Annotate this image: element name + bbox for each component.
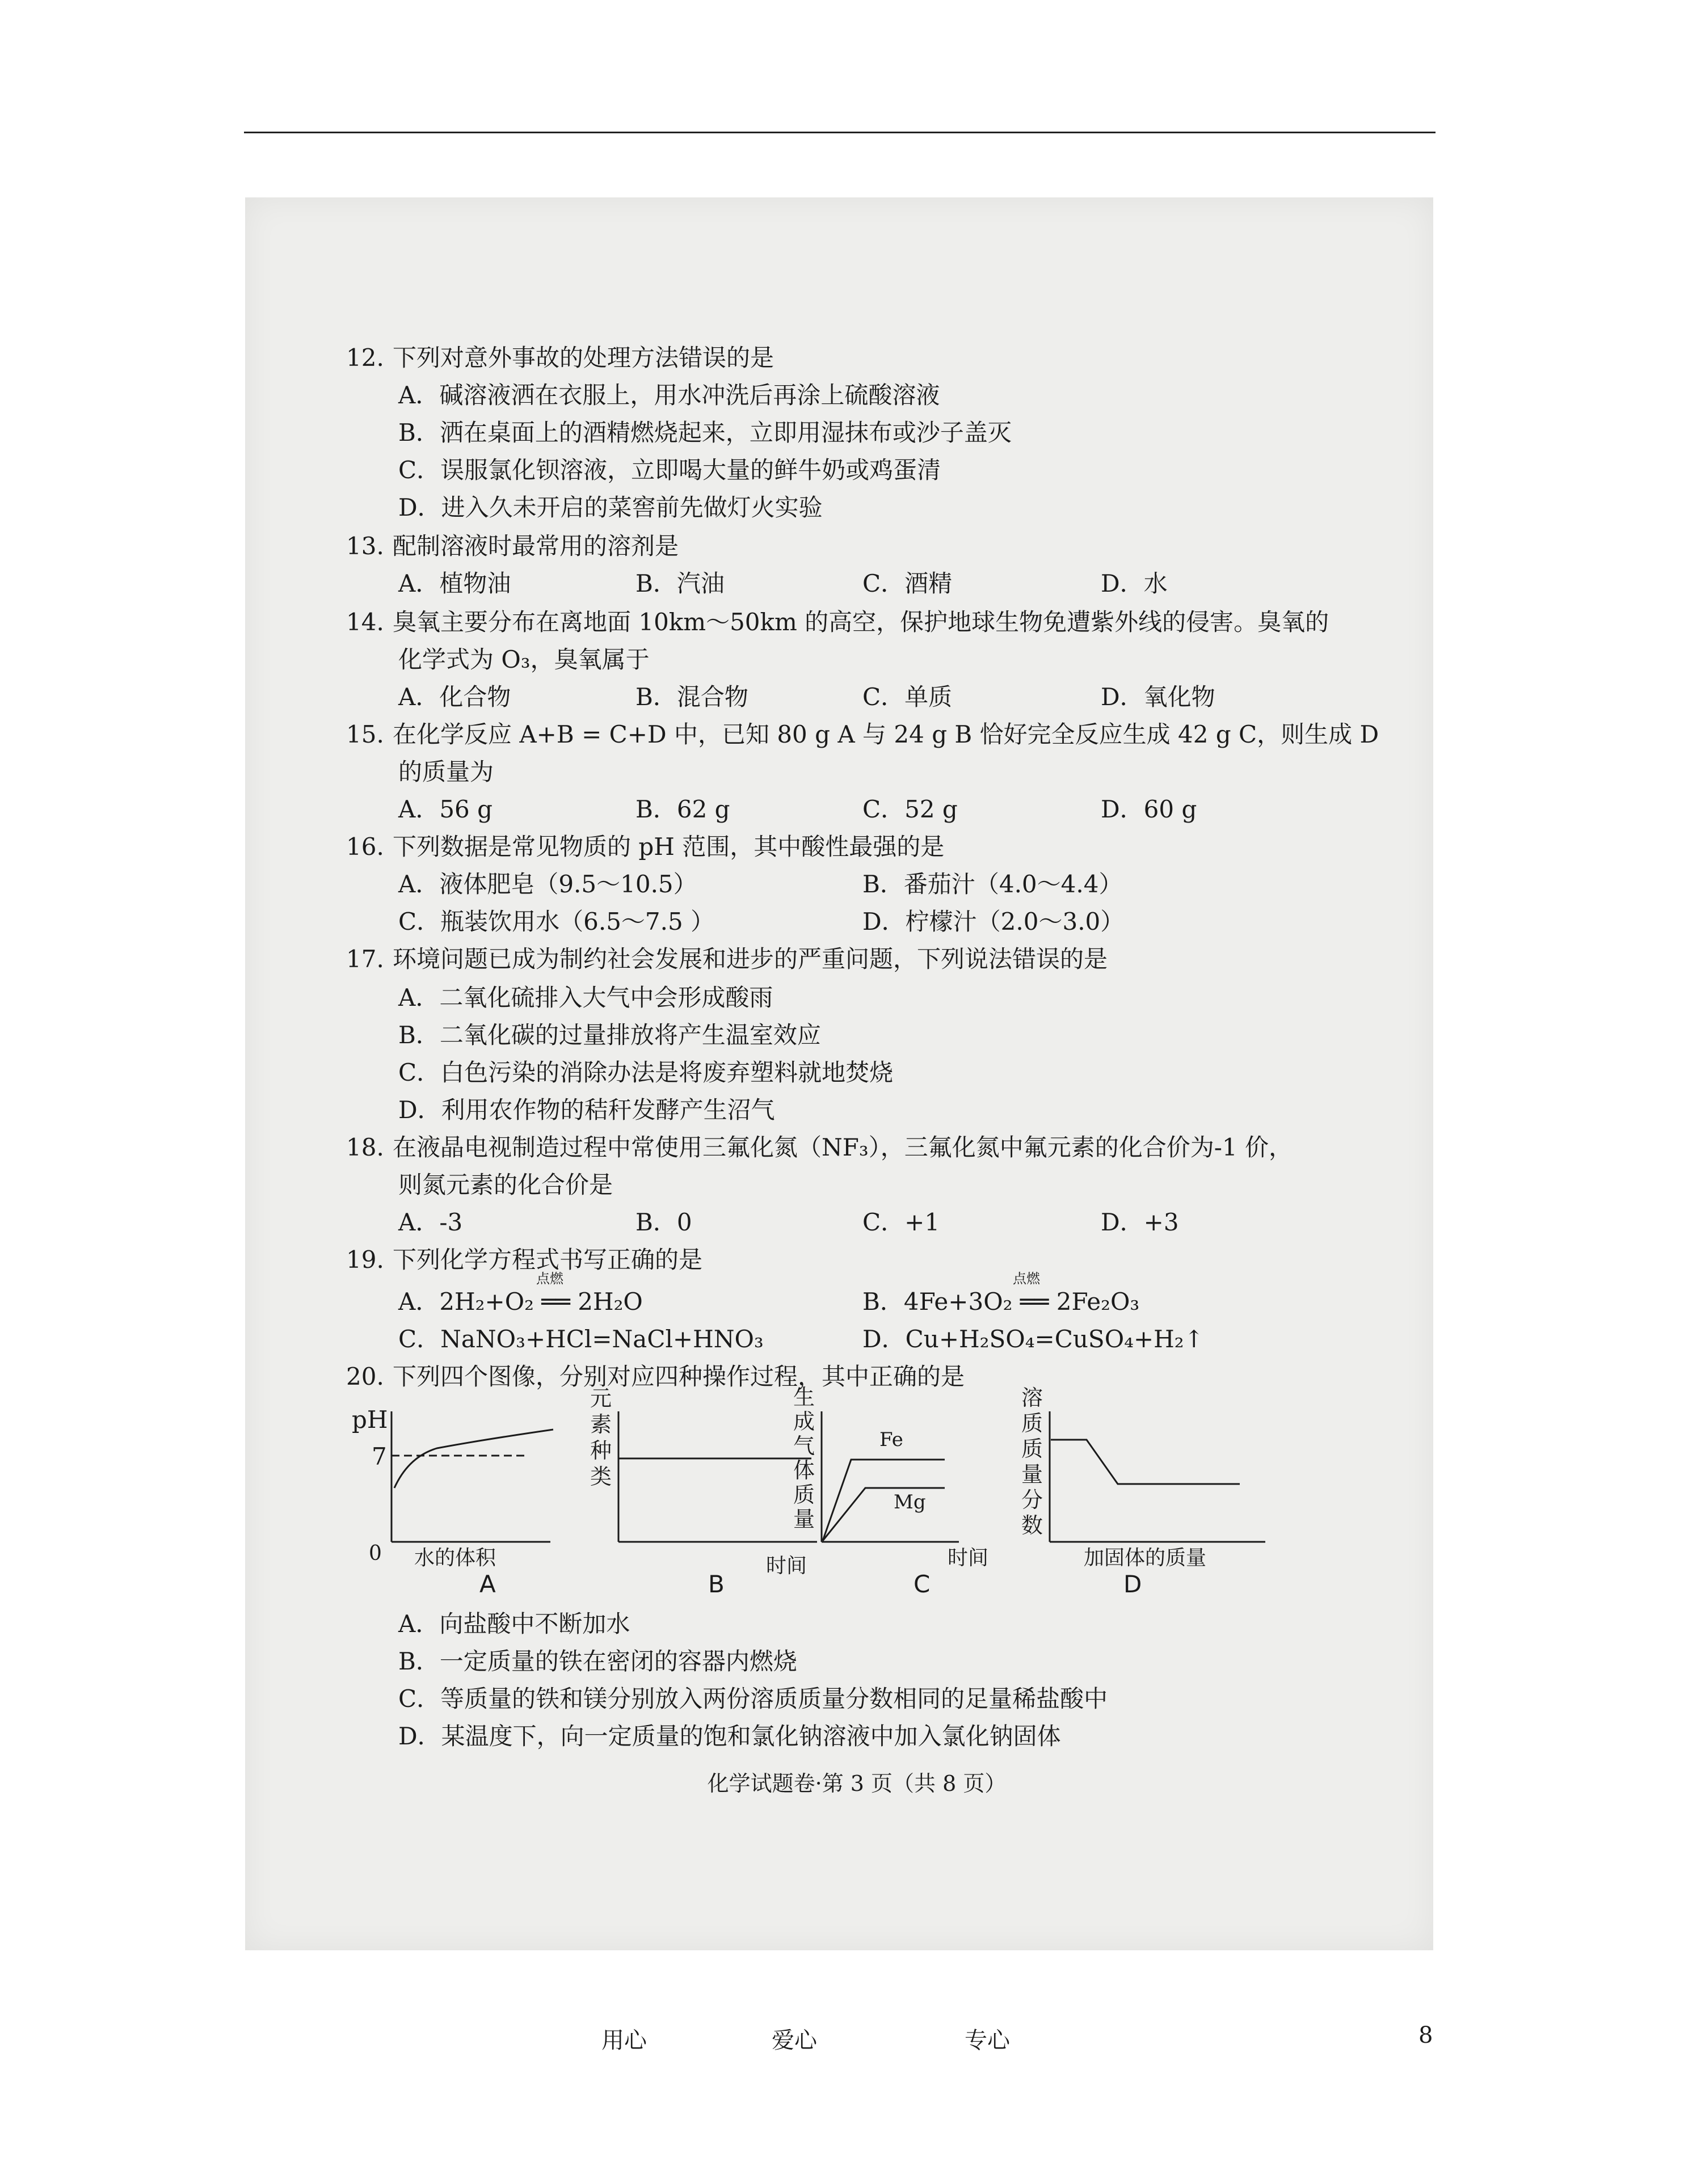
question-13 (346, 528, 679, 562)
option: D．氧化物 (1101, 683, 1215, 711)
question-stem-continued: 化学式为 O₃，臭氧属于 (398, 646, 650, 673)
question-15 (346, 716, 1379, 750)
option: C．单质 (862, 683, 953, 711)
motto-2: 爱心 (772, 2027, 817, 2054)
option: D．水 (1101, 570, 1168, 597)
option: B．洒在桌面上的酒精燃烧起来，立即用湿抹布或沙子盖灭 (398, 419, 1012, 446)
question-stem: 臭氧主要分布在离地面 10km～50km 的高空，保护地球生物免遭紫外线的侵害。臭氧的 (393, 608, 1329, 636)
option: D．某温度下，向一定质量的饱和氯化钠溶液中加入氯化钠固体 (398, 1722, 1061, 1750)
question-20 (346, 1358, 965, 1392)
graph-c-y-label: 生成气体质量 (793, 1385, 815, 1532)
question-number: 20. (346, 1363, 384, 1390)
question-number: 18. (346, 1133, 384, 1161)
question-stem: 配制溶液时最常用的溶剂是 (393, 532, 679, 560)
graph-d-line (1051, 1440, 1240, 1484)
question-18 (346, 1129, 1293, 1163)
question-14 (346, 604, 1329, 638)
option: B．一定质量的铁在密闭的容器内燃烧 (398, 1647, 797, 1675)
option: D．柠檬汁（2.0～3.0） (862, 908, 1125, 935)
option: B．0 (635, 1208, 692, 1236)
graph-c-x-label: 时间 (948, 1546, 989, 1570)
question-number: 15. (346, 720, 384, 748)
question-number: 14. (346, 608, 384, 636)
question-16 (346, 828, 944, 862)
graph-d-label: D (1123, 1570, 1142, 1598)
page-number: 8 (1418, 2022, 1433, 2048)
question-12 (346, 339, 774, 373)
option: D．Cu+H₂SO₄=CuSO₄+H₂↑ (862, 1325, 1204, 1353)
option: B．4Fe+3O₂ ══ 2Fe₂O₃ (862, 1288, 1140, 1316)
question-stem: 在化学反应 A+B = C+D 中，已知 80 g A 与 24 g B 恰好完全反应生成 42 g C，则生成 D (393, 720, 1379, 748)
graphs-row (346, 1385, 1367, 1598)
graph-a-x-label: 水的体积 (414, 1546, 496, 1570)
graph-b-x-label: 时间 (766, 1554, 807, 1578)
motto-1: 用心 (601, 2027, 647, 2054)
option: A．二氧化硫排入大气中会形成酸雨 (398, 984, 773, 1011)
option: B．番茄汁（4.0～4.4） (862, 870, 1123, 898)
option: D．进入久未开启的菜窖前先做灯火实验 (398, 494, 823, 521)
question-number: 19. (346, 1246, 384, 1274)
graph-d-y-label: 溶质质量分数 (1021, 1385, 1043, 1538)
question-number: 12. (346, 344, 384, 372)
option: D．+3 (1101, 1208, 1179, 1236)
option: B．混合物 (635, 683, 748, 711)
graph-c-label: C (914, 1570, 931, 1598)
option: C．NaNO₃+HCl=NaCl+HNO₃ (398, 1325, 764, 1353)
graph-c-series-mg: Mg (894, 1491, 926, 1513)
motto-3: 专心 (965, 2027, 1010, 2054)
question-stem-continued: 的质量为 (398, 758, 494, 786)
question-stem: 下列数据是常见物质的 pH 范围，其中酸性最强的是 (393, 833, 945, 861)
question-stem: 在液晶电视制造过程中常使用三氟化氮（NF₃），三氟化氮中氟元素的化合价为-1 价， (393, 1133, 1293, 1161)
question-17 (346, 941, 1108, 975)
graph-c-fe-line (823, 1460, 945, 1541)
question-number: 16. (346, 833, 384, 861)
option: A．56 g (398, 795, 493, 823)
option: C．52 g (862, 795, 958, 823)
question-stem: 下列化学方程式书写正确的是 (393, 1246, 703, 1274)
option: B．二氧化碳的过量排放将产生温室效应 (398, 1021, 821, 1049)
scan-page-footer: 化学试题卷·第 3 页（共 8 页） (707, 1771, 1007, 1796)
graph-d-x-label: 加固体的质量 (1084, 1546, 1207, 1570)
option: B．62 g (635, 795, 730, 823)
option: D．60 g (1101, 795, 1197, 823)
graph-c-mg-line (823, 1488, 945, 1541)
option: C．瓶装饮用水（6.5～7.5 ） (398, 908, 715, 935)
graph-c-series-fe: Fe (879, 1428, 903, 1451)
option: D．利用农作物的秸秆发酵产生沼气 (398, 1096, 775, 1124)
question-stem: 下列四个图像，分别对应四种操作过程，其中正确的是 (393, 1363, 965, 1390)
graph-a-origin: 0 (369, 1542, 382, 1565)
graph-a-curve (394, 1430, 553, 1488)
question-number: 13. (346, 532, 384, 560)
question-stem: 下列对意外事故的处理方法错误的是 (393, 344, 774, 372)
option: C．等质量的铁和镁分别放入两份溶质质量分数相同的足量稀盐酸中 (398, 1685, 1108, 1713)
option: C．酒精 (862, 570, 953, 597)
question-number: 17. (346, 945, 384, 973)
option: C．误服氯化钡溶液，立即喝大量的鲜牛奶或鸡蛋清 (398, 456, 941, 484)
option: B．汽油 (635, 570, 725, 597)
graphs-svg (346, 1389, 1367, 1582)
option: A．2H₂+O₂ ══ 2H₂O (398, 1288, 643, 1316)
reaction-condition: 点燃 (1013, 1271, 1040, 1287)
question-stem-continued: 则氮元素的化合价是 (398, 1171, 613, 1199)
question-stem: 环境问题已成为制约社会发展和进步的严重问题，下列说法错误的是 (393, 945, 1108, 973)
option: C．+1 (862, 1208, 940, 1236)
reaction-condition: 点燃 (536, 1271, 563, 1287)
graph-a-label: A (479, 1570, 496, 1598)
option: A．-3 (398, 1208, 463, 1236)
option: A．碱溶液洒在衣服上，用水冲洗后再涂上硫酸溶液 (398, 381, 940, 409)
option: C．白色污染的消除办法是将废弃塑料就地焚烧 (398, 1059, 894, 1086)
option: A．液体肥皂（9.5～10.5） (398, 870, 697, 898)
graph-a-tick: 7 (372, 1443, 387, 1470)
option: A．化合物 (398, 683, 511, 711)
header-rule (244, 132, 1436, 133)
option: A．向盐酸中不断加水 (398, 1610, 630, 1638)
graph-a-y-label: pH (352, 1406, 388, 1433)
option: A．植物油 (398, 570, 511, 597)
graph-b-label: B (708, 1570, 725, 1598)
question-19 (346, 1241, 702, 1275)
graph-b-y-label: 元素种类 (590, 1386, 612, 1489)
